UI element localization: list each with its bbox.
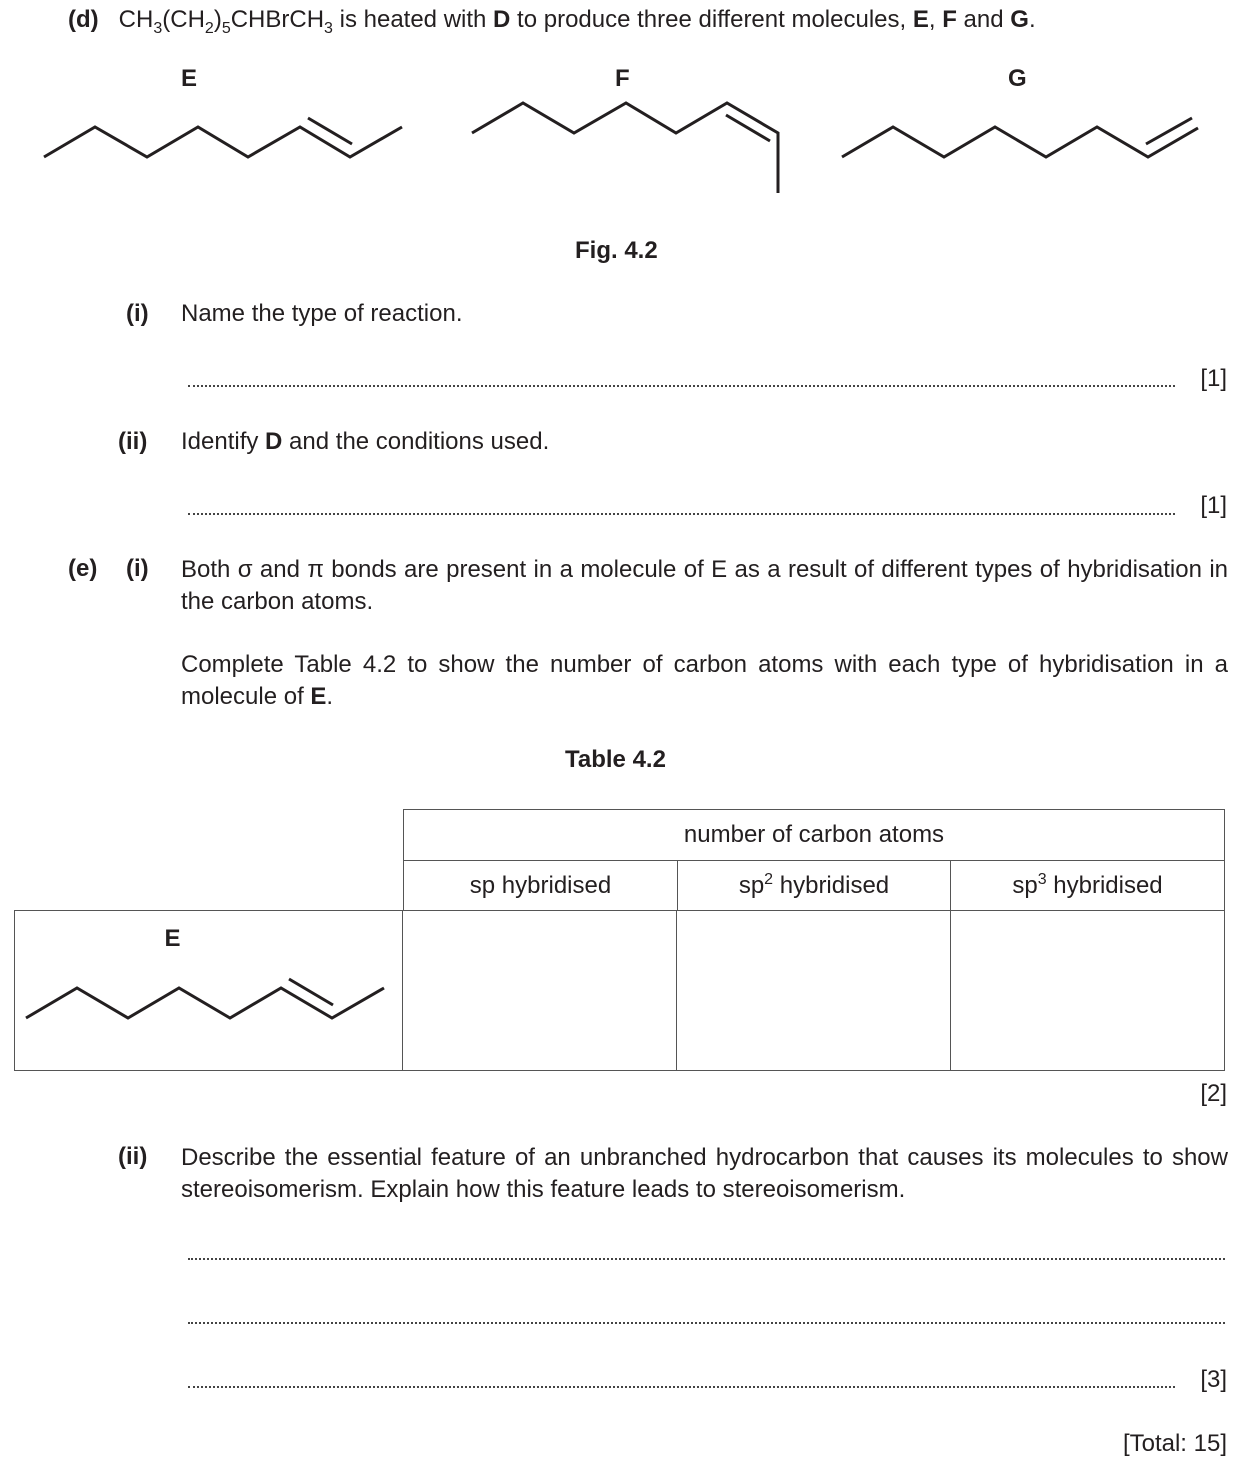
molecule-f [472, 103, 778, 193]
d-ii-answer-line[interactable] [188, 513, 1175, 515]
d-i-marks: [1] [1200, 365, 1227, 392]
molecule-e [44, 118, 402, 157]
d-ii-label: (ii) [118, 428, 148, 455]
cell-sp[interactable] [403, 911, 677, 1071]
column-sp: sp hybridised [404, 861, 678, 911]
column-sp3: $sp^3$ hybridised [950, 861, 1224, 911]
e-ii-label: (ii) [118, 1143, 148, 1170]
hybridisation-table-header [403, 809, 1225, 911]
group-header: number of carbon atoms [404, 810, 1225, 861]
label-e: E [181, 65, 198, 92]
e-ii-marks: [3] [1200, 1366, 1227, 1393]
table-marks: [2] [1200, 1080, 1227, 1107]
formula: $CH_3(CH_2)_5CHBrCH_3$ [118, 6, 333, 37]
d-i-label: (i) [126, 300, 149, 327]
e-label: (e) [68, 555, 98, 582]
part-d-heading: (d) $CH_3(CH_2)_5CHBrCH_3$ is heated with D to produce three different molecules, E, F and G. [68, 6, 1036, 37]
row-label-e: E [164, 925, 181, 952]
e-ii-question: Describe the essential feature of an unbranched hydrocarbon that causes its molecules to show stereoisomerism. Explain how this feature leads to stereoisomerism. [181, 1144, 1228, 1203]
d-i-answer-line[interactable] [188, 385, 1175, 387]
figure-caption: Fig. 4.2 [575, 237, 658, 264]
label-f: F [615, 65, 630, 92]
d-ii-marks: [1] [1200, 492, 1227, 519]
total-marks: [Total: 15] [1122, 1430, 1227, 1457]
row-label-cell [15, 911, 403, 1071]
d-i-question: Name the type of reaction. [181, 300, 463, 327]
molecule-g [842, 118, 1198, 157]
table-caption: Table 4.2 [565, 746, 666, 773]
hybridisation-table-body [14, 910, 1225, 1071]
label-g: G [1008, 65, 1027, 92]
cell-sp2[interactable] [677, 911, 950, 1071]
e-ii-answer-line-3[interactable] [188, 1386, 1175, 1388]
d-ii-question: Identify D and the conditions used. [181, 428, 550, 455]
e-i-instruction: Complete Table 4.2 to show the number of carbon atoms with each type of hybridisation in a molecule of E. [181, 651, 1228, 710]
e-i-text: Both σ and π bonds are present in a molecule of E as a result of different types of hybridisation in the carbon atoms. [181, 556, 1228, 615]
cell-sp3[interactable] [950, 911, 1224, 1071]
e-i-label: (i) [126, 555, 149, 582]
e-ii-answer-line-1[interactable] [188, 1258, 1225, 1260]
e-ii-answer-line-2[interactable] [188, 1322, 1225, 1324]
column-sp2: $sp^2$ hybridised [677, 861, 950, 911]
part-label: (d) [68, 6, 99, 33]
